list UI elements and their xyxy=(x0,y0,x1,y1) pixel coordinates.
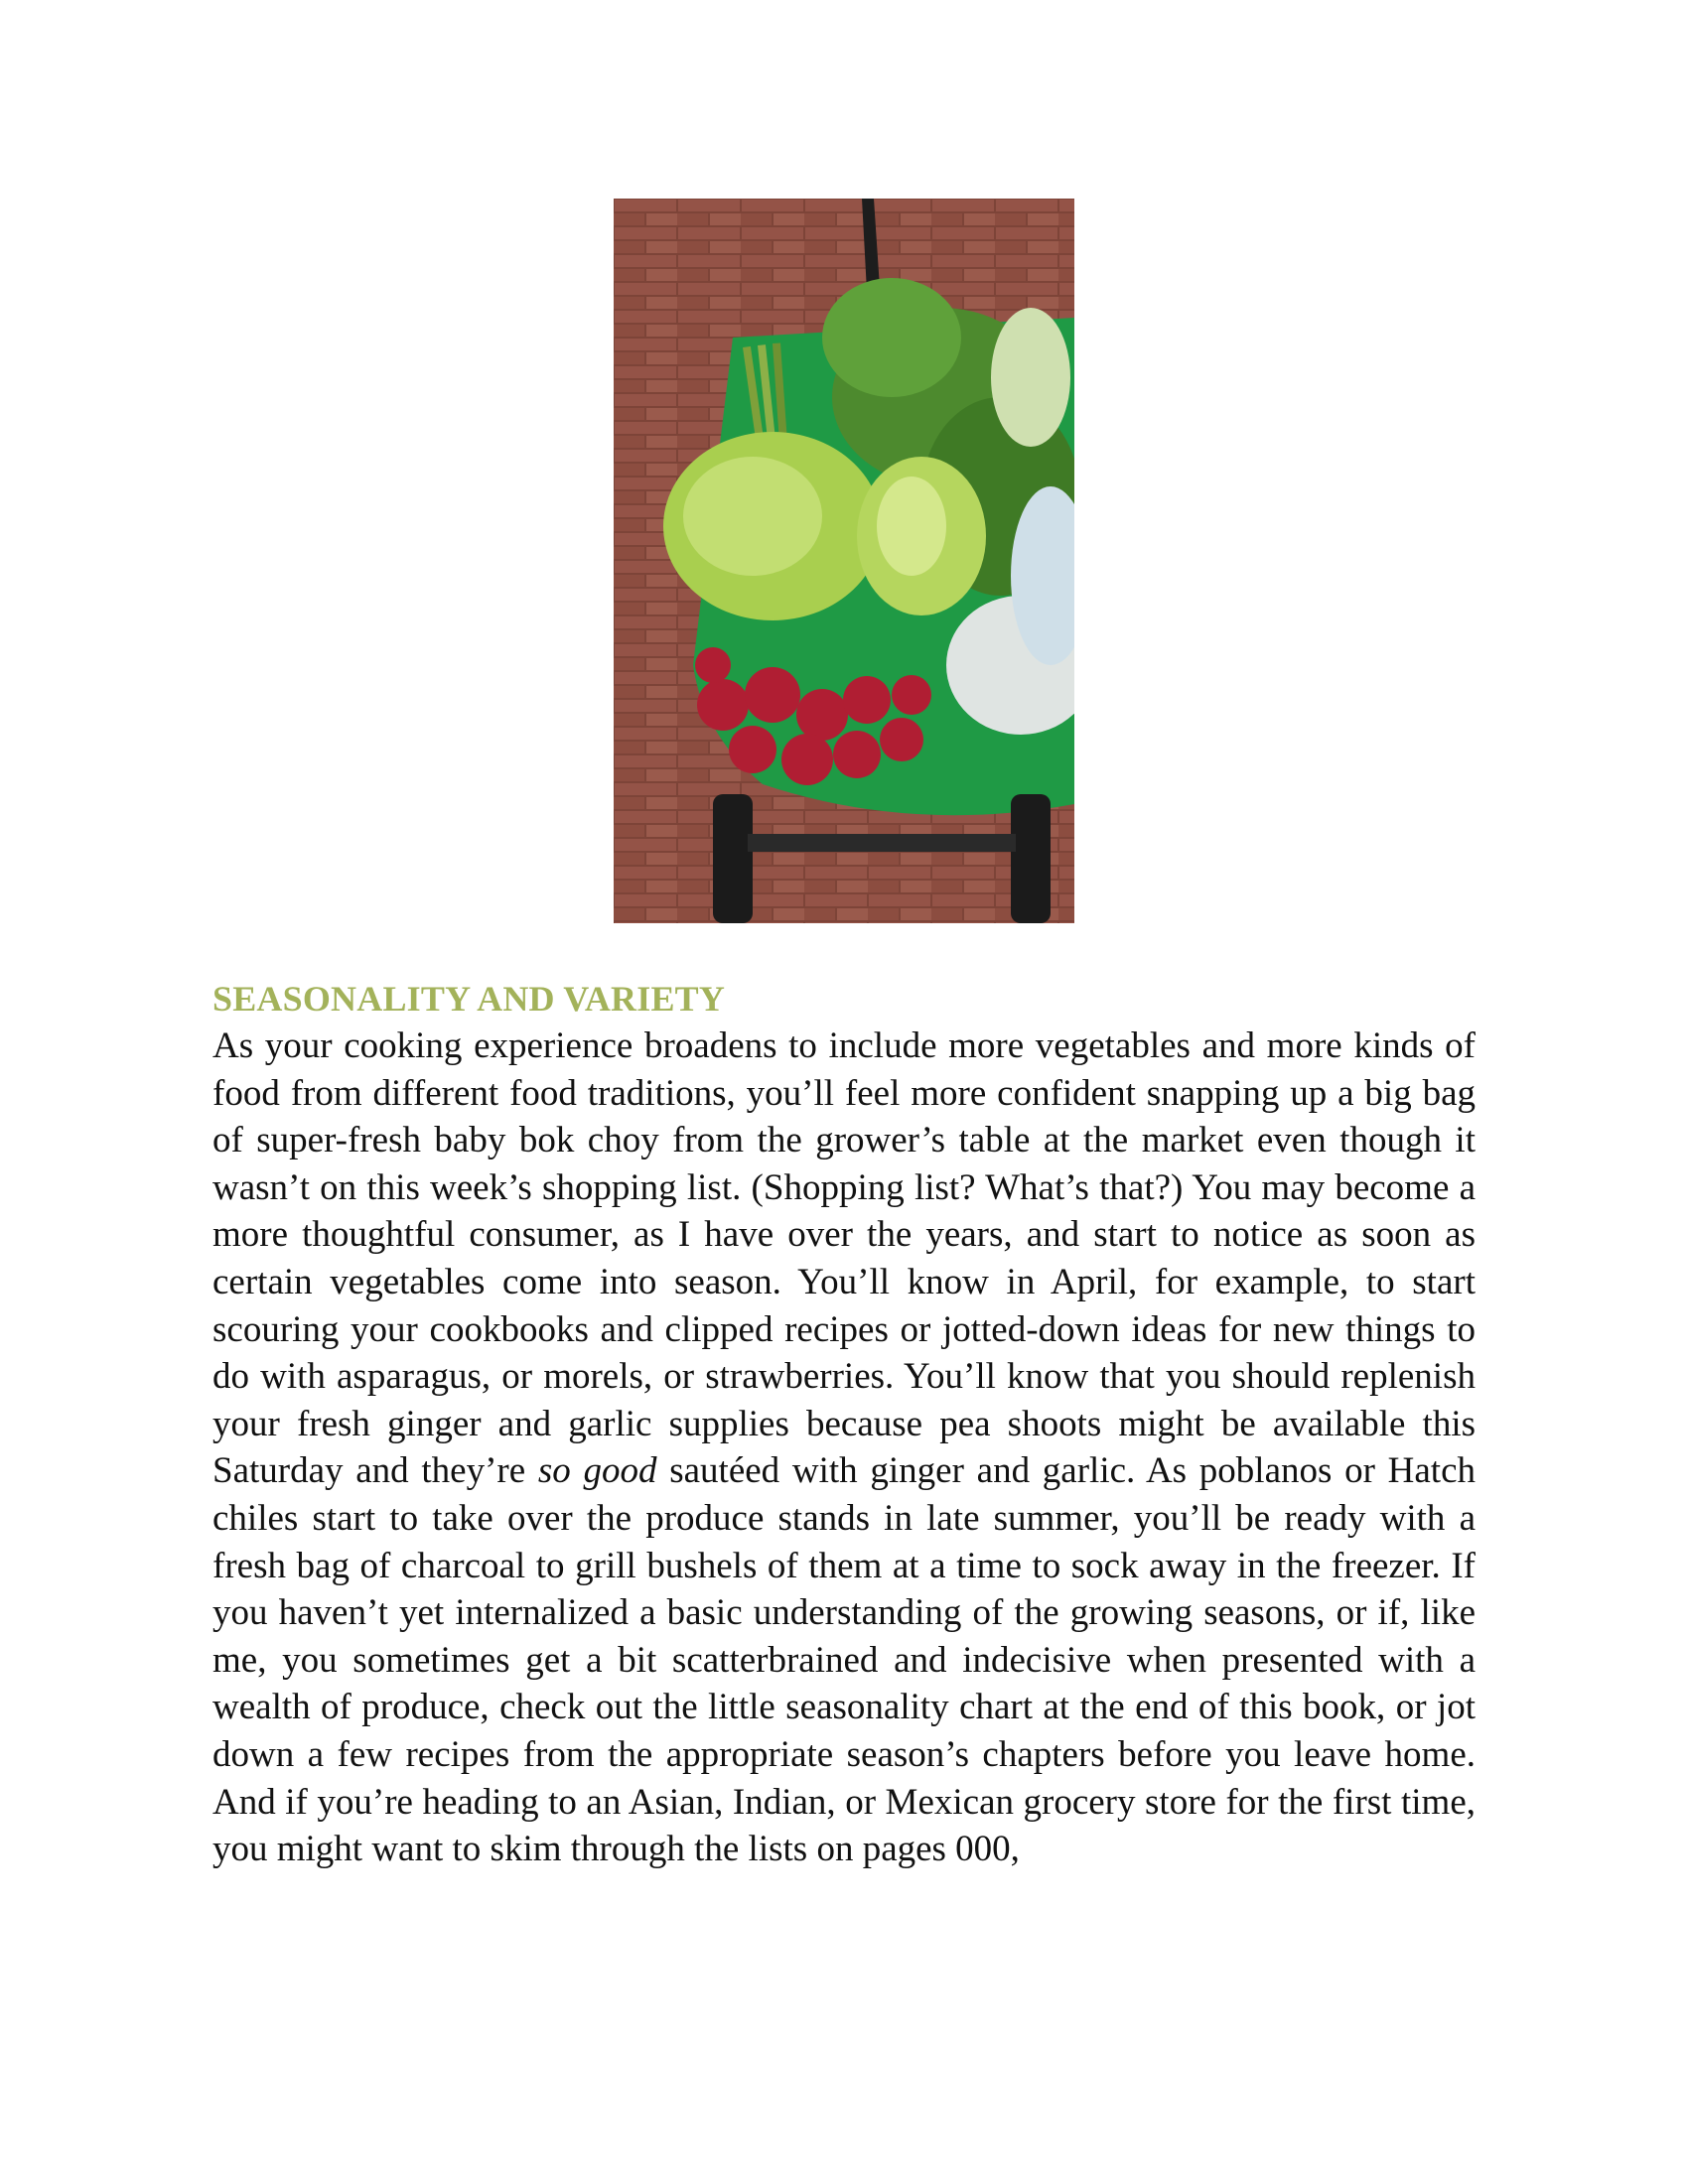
emphasis-text: so good xyxy=(537,1450,657,1492)
paragraph-text-1: As your cooking experience broadens to include more vegetables and more kinds of food from different food traditions, you’ll feel more confident snapping up a big bag of super-fresh baby bok choy from the grower’s table at the market even though it wasn’t on this week’s shopping list. (Shopping list? What’s that?) You may become a more thoughtful consumer, as I have over the years, and start to notice as soon as certain vegetables come into season. You’ll know in April, for example, to start scouring your cookbooks and clipped recipes or jotted-down ideas for new things to do with asparagus, or morels, or strawberries. You’ll know that you should replenish your fresh ginger and garlic supplies because pea shoots might be available this Saturday and they’re xyxy=(212,1025,1476,1492)
body-paragraph xyxy=(212,1023,1476,1873)
section-heading: SEASONALITY AND VARIETY xyxy=(212,979,726,1019)
romaine-lettuce xyxy=(663,432,986,620)
wheelbarrow-photo xyxy=(614,199,1074,923)
article-section xyxy=(212,975,1476,1873)
wheel-right xyxy=(1011,794,1051,923)
paragraph-text-2: sautéed with ginger and garlic. As poblanos or Hatch chiles start to take over the produce stands in late summer, you’ll be ready with a fresh bag of charcoal to grill bushels of them at a time to sock away in the freezer. If you haven’t yet internalized a basic understanding of the growing seasons, or if, like me, you sometimes get a bit scatterbrained and indecisive when presented with a wealth of produce, check out the little seasonality chart at the end of this book, or jot down a few recipes from the appropriate season’s chapters before you leave home. And if you’re heading to an Asian, Indian, or Mexican grocery store for the first time, you might want to skim through the lists on pages 000, xyxy=(212,1450,1476,1870)
wheel-left xyxy=(713,794,753,923)
